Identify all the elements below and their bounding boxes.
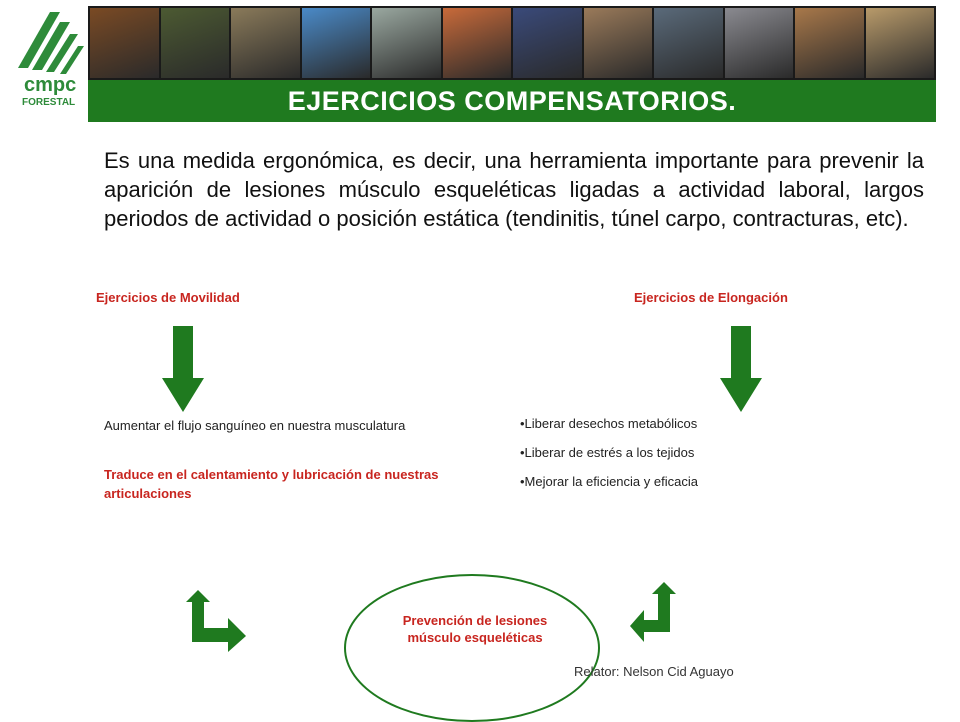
pine-cones-photo: [90, 8, 159, 78]
logo-sub: FORESTAL: [22, 97, 76, 108]
list-item: •Liberar desechos metabólicos: [520, 416, 698, 431]
sky-clouds-photo: [302, 8, 371, 78]
workers-group-photo: [443, 8, 512, 78]
white-plants-photo: [372, 8, 441, 78]
bent-arrow-left-icon: [628, 582, 680, 644]
forest-trail-photo: [161, 8, 230, 78]
prevention-text: Prevención de lesiones músculo esqueléticas: [402, 613, 548, 645]
photo-banner: [88, 6, 936, 80]
deer-forest-photo: [231, 8, 300, 78]
movilidad-highlight: Traduce en el calentamiento y lubricación de nuestras articulaciones: [104, 467, 439, 501]
title-bar: [88, 80, 936, 122]
relator-text: Relator: Nelson Cid Aguayo: [574, 664, 734, 679]
lumber-stacks-photo: [795, 8, 864, 78]
down-arrow-icon: [720, 326, 762, 412]
forklift-lumber-photo: [866, 8, 935, 78]
down-arrow-icon: [162, 326, 204, 412]
factory-hall-photo: [725, 8, 794, 78]
cmpc-forestal-logo: [14, 8, 86, 120]
list-item: •Liberar de estrés a los tejidos: [520, 445, 695, 460]
bent-arrow-right-icon: [184, 588, 248, 654]
workers-helmets-photo: [513, 8, 582, 78]
elongacion-heading: Ejercicios de Elongación: [634, 290, 788, 305]
prevention-ellipse: [344, 574, 600, 722]
elongacion-list: [520, 416, 698, 503]
movilidad-heading: Ejercicios de Movilidad: [96, 290, 240, 305]
logs-yard-photo: [584, 8, 653, 78]
logo-brand: cmpc: [24, 74, 77, 96]
page-title: EJERCICIOS COMPENSATORIOS.: [287, 85, 737, 116]
list-item: •Mejorar la eficiencia y eficacia: [520, 474, 698, 489]
mill-interior-photo: [654, 8, 723, 78]
intro-paragraph: Es una medida ergonómica, es decir, una herramienta importante para prevenir la aparición de lesiones músculo esqueléticas ligadas a actividad laboral, largos periodos de actividad o posición estática (tendinitis, túnel carpo, contracturas, etc).: [104, 148, 924, 231]
movilidad-text: Aumentar el flujo sanguíneo en nuestra musculatura: [104, 418, 406, 433]
